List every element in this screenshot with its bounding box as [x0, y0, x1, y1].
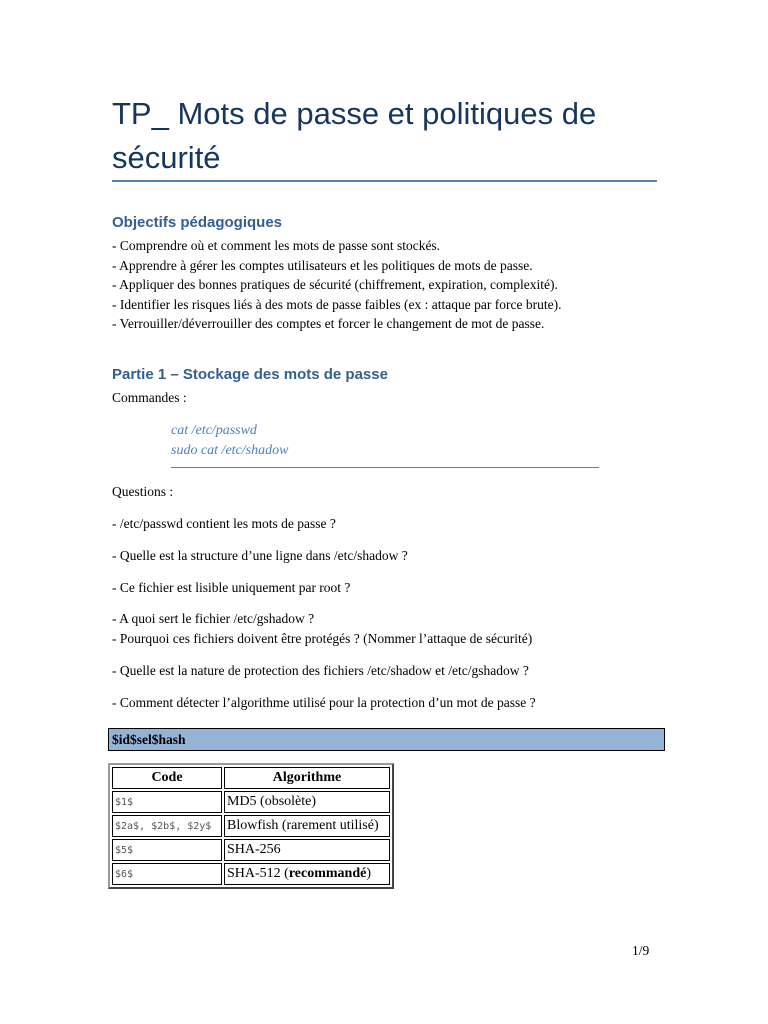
objective-item: - Apprendre à gérer les comptes utilisateurs et les politiques de mots de passe.	[112, 257, 533, 273]
objective-item: - Identifier les risques liés à des mots de passe faibles (ex : attaque par force brute).	[112, 296, 562, 312]
table-row	[112, 839, 390, 861]
objectives-heading: Objectifs pédagogiques	[112, 214, 283, 231]
questions-label: Questions :	[112, 484, 174, 499]
code-cell: $6$	[112, 863, 222, 885]
command-line: cat /etc/passwd	[171, 423, 257, 438]
recommended-label: recommandé	[288, 866, 367, 881]
question-item: - Quelle est la structure d’une ligne dans /etc/shadow ?	[112, 548, 408, 563]
code-cell: $2a$, $2b$, $2y$	[112, 815, 222, 837]
algorithm-text-tail: )	[366, 866, 372, 881]
algorithm-cell: MD5 (obsolète)	[224, 791, 390, 813]
question-item: - Quelle est la nature de protection des fichiers /etc/shadow et /etc/gshadow ?	[112, 663, 529, 678]
commands-label: Commandes :	[112, 390, 187, 405]
algorithm-cell: SHA-256	[224, 839, 390, 861]
code-cell: $5$	[112, 839, 222, 861]
algorithm-text: SHA-512 (	[227, 866, 289, 881]
algorithm-cell: Blowfish (rarement utilisé)	[224, 815, 390, 837]
objectives-list	[112, 236, 561, 334]
question-item: - A quoi sert le fichier /etc/gshadow ?	[112, 611, 315, 626]
algorithm-cell	[224, 863, 390, 885]
page-title: TP_ Mots de passe et politiques de sécurité	[112, 96, 597, 175]
title-underline	[112, 180, 657, 182]
commands-block	[171, 421, 599, 468]
question-item: - Ce fichier est lisible uniquement par root ?	[112, 580, 351, 595]
table-row	[112, 863, 390, 885]
question-item: - Pourquoi ces fichiers doivent être protégés ? (Nommer l’attaque de sécurité)	[112, 631, 533, 646]
hash-algorithm-table	[108, 763, 394, 889]
page-number: 1/9	[632, 943, 650, 958]
table-row	[112, 815, 390, 837]
table-header-row	[112, 767, 390, 789]
code-cell: $1$	[112, 791, 222, 813]
question-item: - /etc/passwd contient les mots de passe ?	[112, 516, 336, 531]
table-row	[112, 791, 390, 813]
command-line: sudo cat /etc/shadow	[171, 443, 289, 458]
objective-item: - Appliquer des bonnes pratiques de sécurité (chiffrement, expiration, complexité).	[112, 277, 558, 292]
hash-format-bar: $id$sel$hash	[108, 728, 665, 751]
objective-item: - Comprendre où et comment les mots de passe sont stockés.	[112, 238, 441, 253]
column-header-algorithm: Algorithme	[224, 767, 390, 789]
objective-item: - Verrouiller/déverrouiller des comptes et forcer le changement de mot de passe.	[112, 316, 545, 331]
question-item: - Comment détecter l’algorithme utilisé pour la protection d’un mot de passe ?	[112, 695, 536, 710]
part1-heading: Partie 1 – Stockage des mots de passe	[112, 366, 388, 383]
column-header-code: Code	[112, 767, 222, 789]
